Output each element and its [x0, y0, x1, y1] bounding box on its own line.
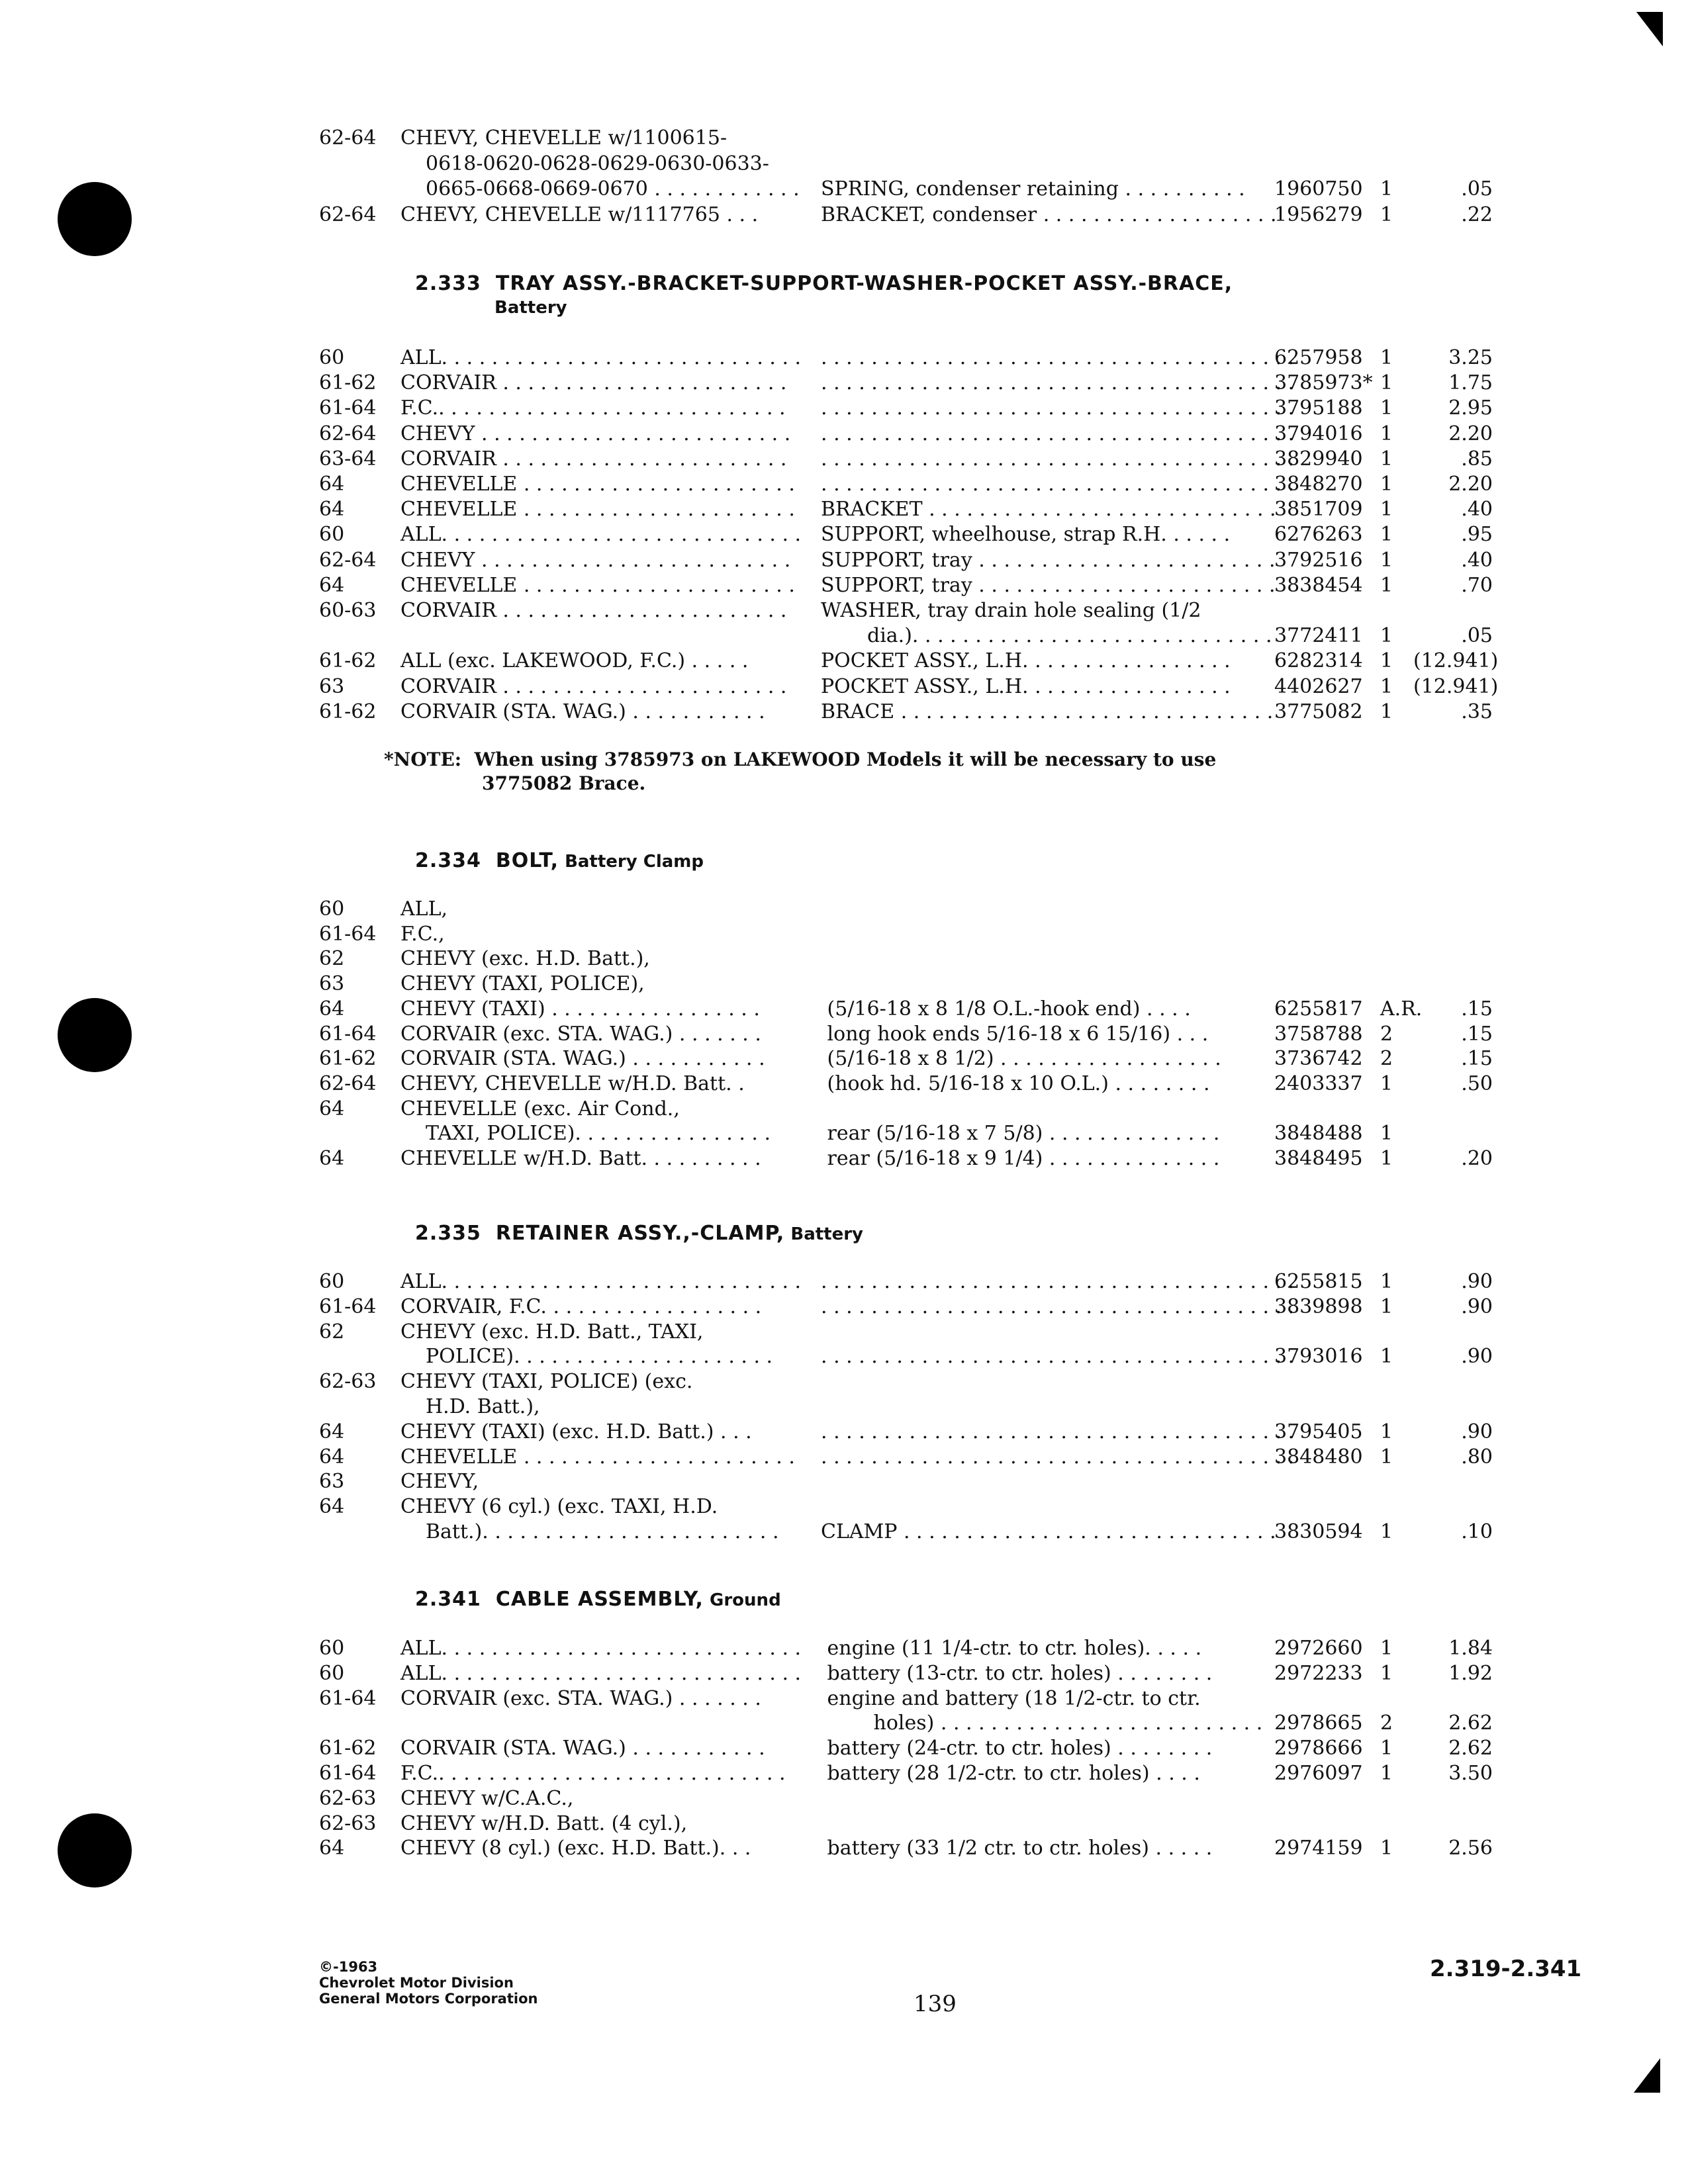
price-cell: .90 [1461, 1420, 1493, 1443]
year-cell: 61-62 [319, 1047, 377, 1071]
section-number: 2.341 [415, 1588, 481, 1611]
part-description-cell: SPRING, condenser retaining . . . . . . . . . . [821, 177, 1245, 201]
price-cell: .15 [1461, 997, 1493, 1021]
part-description-cell: long hook ends 5/16-18 x 6 15/16) . . . [821, 1022, 1209, 1046]
application-cell: CHEVY, CHEVELLE w/1117765 . . . [400, 203, 759, 226]
part-number-cell: 3758788 [1274, 1022, 1363, 1046]
price-cell: 3.25 [1448, 346, 1493, 369]
price-cell: .80 [1461, 1445, 1493, 1469]
application-cell: CHEVY (TAXI) (exc. H.D. Batt.) . . . [400, 1420, 752, 1443]
price-cell: 1.84 [1448, 1637, 1493, 1660]
year-cell: 64 [319, 1147, 345, 1170]
part-description-cell: battery (33 1/2 ctr. to ctr. holes) . . . . . [821, 1837, 1213, 1860]
section-subtitle: Battery [784, 1224, 864, 1244]
application-cell: CHEVY . . . . . . . . . . . . . . . . . . . . . . . . . [400, 422, 791, 445]
part-number-cell: 2972660 [1274, 1637, 1363, 1660]
part-number-cell: 3830594 [1274, 1520, 1363, 1543]
application-cell: ALL. . . . . . . . . . . . . . . . . . . . . . . . . . . . . [400, 523, 802, 547]
part-number-cell: 3795405 [1274, 1420, 1363, 1443]
price-cell: (12.941) [1413, 674, 1499, 698]
application-cell: CORVAIR . . . . . . . . . . . . . . . . . . . . . . . [400, 674, 787, 698]
application-cell: CHEVELLE . . . . . . . . . . . . . . . . . . . . . . [400, 1445, 795, 1469]
part-description-cell: . . . . . . . . . . . . . . . . . . . . . . . . . . . . . . . . . . . . . . [821, 447, 1295, 471]
part-description-cell: battery (24-ctr. to ctr. holes) . . . . . . . . [821, 1737, 1213, 1760]
part-description-cell: SUPPORT, tray . . . . . . . . . . . . . . . . . . . . . . . . [821, 573, 1276, 597]
application-cell: ALL. . . . . . . . . . . . . . . . . . . . . . . . . . . . . [400, 1270, 802, 1293]
application-cell: 0665-0668-0669-0670 . . . . . . . . . . . . [426, 177, 800, 201]
price-cell: .05 [1461, 177, 1493, 201]
year-cell: 64 [319, 1837, 345, 1860]
part-number-cell: 6282314 [1274, 649, 1363, 673]
quantity-cell: 1 [1380, 1637, 1393, 1660]
quantity-cell: 1 [1380, 1295, 1393, 1318]
part-description-cell: POCKET ASSY., L.H. . . . . . . . . . . . . . . . . [821, 674, 1231, 698]
part-description-cell: . . . . . . . . . . . . . . . . . . . . . . . . . . . . . . . . . . . . . . [821, 1420, 1295, 1443]
year-cell: 61-62 [319, 1737, 377, 1760]
corner-mark-icon [1634, 2058, 1660, 2093]
part-description-cell: (5/16-18 x 8 1/8 O.L.-hook end) . . . . [821, 997, 1191, 1021]
year-cell: 62-64 [319, 203, 377, 226]
binder-hole [58, 1813, 132, 1888]
part-number-cell: 2403337 [1274, 1071, 1363, 1095]
quantity-cell: 1 [1380, 1737, 1393, 1760]
part-description-cell: holes) . . . . . . . . . . . . . . . . . . . . . . . . . . [867, 1711, 1263, 1735]
application-cell: CHEVELLE . . . . . . . . . . . . . . . . . . . . . . [400, 498, 795, 522]
section-heading [415, 271, 1233, 296]
section-title: RETAINER ASSY.,-CLAMP, [495, 1222, 785, 1245]
year-cell: 61-62 [319, 700, 377, 723]
note-text: 3775082 Brace. [482, 772, 646, 794]
part-description-cell: POCKET ASSY., L.H. . . . . . . . . . . . . . . . . [821, 649, 1231, 673]
application-cell: CHEVY (6 cyl.) (exc. TAXI, H.D. [400, 1495, 718, 1519]
section-title: BOLT, [495, 849, 559, 872]
year-cell: 63-64 [319, 447, 377, 471]
year-cell: 62 [319, 1320, 345, 1343]
price-cell: .50 [1461, 1071, 1493, 1095]
year-cell: 60 [319, 1637, 345, 1660]
year-cell: 62-64 [319, 1071, 377, 1095]
part-number-cell: 3838454 [1274, 573, 1363, 597]
price-cell: .05 [1461, 624, 1493, 648]
quantity-cell: 2 [1380, 1047, 1393, 1071]
part-description-cell: BRACKET . . . . . . . . . . . . . . . . . . . . . . . . . . . . [821, 498, 1276, 522]
application-cell: Batt.). . . . . . . . . . . . . . . . . . . . . . . . [426, 1520, 779, 1543]
price-cell: .85 [1461, 447, 1493, 471]
year-cell: 62-64 [319, 126, 377, 150]
year-cell: 61-64 [319, 396, 377, 420]
application-cell: ALL, [400, 897, 448, 921]
application-cell: CHEVY (8 cyl.) (exc. H.D. Batt.). . . [400, 1837, 751, 1860]
corner-mark-icon [1636, 12, 1663, 46]
application-cell: CORVAIR . . . . . . . . . . . . . . . . . . . . . . . [400, 599, 787, 622]
year-cell: 64 [319, 1445, 345, 1469]
application-cell: CORVAIR (STA. WAG.) . . . . . . . . . . . [400, 700, 765, 723]
quantity-cell: 1 [1380, 1122, 1393, 1146]
application-cell: CHEVY . . . . . . . . . . . . . . . . . . . . . . . . . [400, 548, 791, 572]
section-range: 2.319-2.341 [1430, 1956, 1582, 1982]
year-cell: 64 [319, 1420, 345, 1443]
section-subtitle: Battery Clamp [559, 852, 704, 872]
section-title: CABLE ASSEMBLY, [495, 1588, 704, 1611]
binder-hole [58, 998, 132, 1072]
year-cell: 60 [319, 1661, 345, 1685]
quantity-cell: 1 [1380, 1147, 1393, 1170]
price-cell: .40 [1461, 498, 1493, 522]
part-number-cell: 2978665 [1274, 1711, 1363, 1735]
price-cell: (12.941) [1413, 649, 1499, 673]
year-cell: 61-64 [319, 1762, 377, 1785]
application-cell: CORVAIR, F.C. . . . . . . . . . . . . . . . . . [400, 1295, 762, 1318]
application-cell: CORVAIR (exc. STA. WAG.) . . . . . . . [400, 1022, 761, 1046]
quantity-cell: 1 [1380, 548, 1393, 572]
price-cell: 2.20 [1448, 422, 1493, 445]
application-cell: CORVAIR . . . . . . . . . . . . . . . . . . . . . . . [400, 371, 787, 395]
part-description-cell: . . . . . . . . . . . . . . . . . . . . . . . . . . . . . . . . . . . . . . [821, 346, 1295, 369]
price-cell: .10 [1461, 1520, 1493, 1543]
part-number-cell: 3772411 [1274, 624, 1363, 648]
year-cell: 60 [319, 523, 345, 547]
application-cell: ALL (exc. LAKEWOOD, F.C.) . . . . . [400, 649, 749, 673]
part-number-cell: 3794016 [1274, 422, 1363, 445]
year-cell: 63 [319, 972, 345, 996]
part-description-cell: . . . . . . . . . . . . . . . . . . . . . . . . . . . . . . . . . . . . . . [821, 1445, 1295, 1469]
quantity-cell: 1 [1380, 498, 1393, 522]
application-cell: TAXI, POLICE). . . . . . . . . . . . . . . . [426, 1122, 771, 1146]
application-cell: F.C.. . . . . . . . . . . . . . . . . . . . . . . . . . . . [400, 1762, 786, 1785]
application-cell: 0618-0620-0628-0629-0630-0633- [426, 152, 769, 175]
application-cell: CHEVY w/H.D. Batt. (4 cyl.), [400, 1811, 688, 1835]
part-description-cell: engine (11 1/4-ctr. to ctr. holes). . . . . [821, 1637, 1202, 1660]
quantity-cell: 1 [1380, 1270, 1393, 1293]
quantity-cell: A.R. [1380, 997, 1423, 1021]
part-description-cell: BRACKET, condenser . . . . . . . . . . . . . . . . . . . [821, 203, 1277, 226]
year-cell: 61-64 [319, 1022, 377, 1046]
price-cell: .35 [1461, 700, 1493, 723]
year-cell: 60-63 [319, 599, 377, 622]
part-description-cell: . . . . . . . . . . . . . . . . . . . . . . . . . . . . . . . . . . . . . . [821, 1345, 1295, 1369]
price-cell: 2.20 [1448, 473, 1493, 496]
part-description-cell: rear (5/16-18 x 7 5/8) . . . . . . . . . . . . . . [821, 1122, 1220, 1146]
part-number-cell: 4402627 [1274, 674, 1363, 698]
application-cell: F.C.. . . . . . . . . . . . . . . . . . . . . . . . . . . . [400, 396, 786, 420]
application-cell: CORVAIR (STA. WAG.) . . . . . . . . . . . [400, 1047, 765, 1071]
quantity-cell: 1 [1380, 422, 1393, 445]
part-number-cell: 3848480 [1274, 1445, 1363, 1469]
quantity-cell: 1 [1380, 624, 1393, 648]
year-cell: 60 [319, 897, 345, 921]
part-number-cell: 2972233 [1274, 1661, 1363, 1685]
year-cell: 64 [319, 1495, 345, 1519]
part-number-cell: 3851709 [1274, 498, 1363, 522]
part-description-cell: (hook hd. 5/16-18 x 10 O.L.) . . . . . . . . [821, 1071, 1210, 1095]
part-number-cell: 2974159 [1274, 1837, 1363, 1860]
price-cell: 3.50 [1448, 1762, 1493, 1785]
quantity-cell: 1 [1380, 371, 1393, 395]
part-number-cell: 3736742 [1274, 1047, 1363, 1071]
application-cell: CHEVY (TAXI) . . . . . . . . . . . . . . . . . [400, 997, 760, 1021]
section-heading [415, 848, 704, 874]
year-cell: 60 [319, 1270, 345, 1293]
part-number-cell: 6257958 [1274, 346, 1363, 369]
year-cell: 64 [319, 473, 345, 496]
application-cell: CHEVELLE . . . . . . . . . . . . . . . . . . . . . . [400, 573, 795, 597]
part-description-cell: rear (5/16-18 x 9 1/4) . . . . . . . . . . . . . . [821, 1147, 1220, 1170]
part-number-cell: 6255817 [1274, 997, 1363, 1021]
quantity-cell: 1 [1380, 177, 1393, 201]
part-description-cell: WASHER, tray drain hole sealing (1/2 [821, 599, 1201, 622]
application-cell: ALL. . . . . . . . . . . . . . . . . . . . . . . . . . . . . [400, 346, 802, 369]
footer-copyright: ©-1963 Chevrolet Motor Division General Motors Corporation [319, 1959, 538, 2007]
quantity-cell: 1 [1380, 1661, 1393, 1685]
application-cell: CHEVELLE w/H.D. Batt. . . . . . . . . . [400, 1147, 761, 1170]
price-cell: 1.75 [1448, 371, 1493, 395]
price-cell: .15 [1461, 1022, 1493, 1046]
price-cell: .40 [1461, 548, 1493, 572]
application-cell: CHEVY (TAXI, POLICE) (exc. [400, 1370, 693, 1394]
quantity-cell: 1 [1380, 203, 1393, 226]
part-number-cell: 6276263 [1274, 523, 1363, 547]
application-cell: CHEVELLE . . . . . . . . . . . . . . . . . . . . . . [400, 473, 795, 496]
part-description-cell: battery (13-ctr. to ctr. holes) . . . . . . . . [821, 1661, 1213, 1685]
quantity-cell: 1 [1380, 396, 1393, 420]
part-number-cell: 3848495 [1274, 1147, 1363, 1170]
application-cell: CHEVY (exc. H.D. Batt.), [400, 947, 650, 971]
quantity-cell: 1 [1380, 649, 1393, 673]
price-cell: .20 [1461, 1147, 1493, 1170]
binder-hole [58, 182, 132, 256]
part-number-cell: 2976097 [1274, 1762, 1363, 1785]
part-description-cell: SUPPORT, wheelhouse, strap R.H. . . . . . [821, 523, 1231, 547]
year-cell: 62 [319, 947, 345, 971]
price-cell: .90 [1461, 1270, 1493, 1293]
application-cell: POLICE). . . . . . . . . . . . . . . . . . . . . [426, 1345, 773, 1369]
price-cell: .22 [1461, 203, 1493, 226]
application-cell: CHEVY, CHEVELLE w/1100615- [400, 126, 727, 150]
price-cell: .90 [1461, 1345, 1493, 1369]
quantity-cell: 2 [1380, 1711, 1393, 1735]
application-cell: CHEVY (TAXI, POLICE), [400, 972, 645, 996]
year-cell: 61-62 [319, 371, 377, 395]
price-cell: 2.62 [1448, 1737, 1493, 1760]
section-number: 2.334 [415, 849, 481, 872]
part-number-cell: 3848270 [1274, 473, 1363, 496]
part-number-cell: 3793016 [1274, 1345, 1363, 1369]
price-cell: 2.62 [1448, 1711, 1493, 1735]
price-cell: .70 [1461, 573, 1493, 597]
application-cell: CORVAIR (exc. STA. WAG.) . . . . . . . [400, 1686, 761, 1710]
quantity-cell: 1 [1380, 674, 1393, 698]
quantity-cell: 1 [1380, 1762, 1393, 1785]
part-description-cell: . . . . . . . . . . . . . . . . . . . . . . . . . . . . . . . . . . . . . . [821, 1295, 1295, 1318]
section-heading [415, 1221, 863, 1247]
part-number-cell: 2978666 [1274, 1737, 1363, 1760]
quantity-cell: 1 [1380, 1445, 1393, 1469]
quantity-cell: 1 [1380, 573, 1393, 597]
application-cell: CORVAIR (STA. WAG.) . . . . . . . . . . . [400, 1737, 765, 1760]
part-description-cell: . . . . . . . . . . . . . . . . . . . . . . . . . . . . . . . . . . . . . . [821, 473, 1295, 496]
part-description-cell: battery (28 1/2-ctr. to ctr. holes) . . . . [821, 1762, 1200, 1785]
year-cell: 61-62 [319, 649, 377, 673]
quantity-cell: 2 [1380, 1022, 1393, 1046]
year-cell: 60 [319, 346, 345, 369]
part-number-cell: 3792516 [1274, 548, 1363, 572]
part-number-cell: 3829940 [1274, 447, 1363, 471]
price-cell: 2.56 [1448, 1837, 1493, 1860]
application-cell: CHEVY (exc. H.D. Batt., TAXI, [400, 1320, 704, 1343]
year-cell: 64 [319, 1097, 345, 1120]
part-number-cell: 3785973* [1274, 371, 1373, 395]
part-number-cell: 3848488 [1274, 1122, 1363, 1146]
quantity-cell: 1 [1380, 700, 1393, 723]
part-description-cell: BRACE . . . . . . . . . . . . . . . . . . . . . . . . . . . . . . [821, 700, 1274, 723]
year-cell: 62-64 [319, 548, 377, 572]
part-number-cell: 6255815 [1274, 1270, 1363, 1293]
quantity-cell: 1 [1380, 1345, 1393, 1369]
year-cell: 62-64 [319, 422, 377, 445]
price-cell: 2.95 [1448, 396, 1493, 420]
part-description-cell: dia.). . . . . . . . . . . . . . . . . . . . . . . . . . . . . [867, 624, 1272, 648]
year-cell: 64 [319, 573, 345, 597]
year-cell: 63 [319, 1470, 345, 1494]
quantity-cell: 1 [1380, 473, 1393, 496]
application-cell: CORVAIR . . . . . . . . . . . . . . . . . . . . . . . [400, 447, 787, 471]
price-cell: 1.92 [1448, 1661, 1493, 1685]
quantity-cell: 1 [1380, 346, 1393, 369]
year-cell: 64 [319, 498, 345, 522]
part-description-cell: . . . . . . . . . . . . . . . . . . . . . . . . . . . . . . . . . . . . . . [821, 1270, 1295, 1293]
year-cell: 61-64 [319, 1686, 377, 1710]
section-title: TRAY ASSY.-BRACKET-SUPPORT-WASHER-POCKET ASSY.-BRACE, [495, 272, 1233, 295]
section-heading [415, 1587, 781, 1613]
part-description-cell: SUPPORT, tray . . . . . . . . . . . . . . . . . . . . . . . . [821, 548, 1276, 572]
section-subtitle: Ground [703, 1590, 781, 1610]
part-description-cell: engine and battery (18 1/2-ctr. to ctr. [821, 1686, 1201, 1710]
year-cell: 62-63 [319, 1370, 377, 1394]
section-number: 2.335 [415, 1222, 481, 1245]
application-cell: ALL. . . . . . . . . . . . . . . . . . . . . . . . . . . . . [400, 1637, 802, 1660]
part-number-cell: 3839898 [1274, 1295, 1363, 1318]
year-cell: 62-63 [319, 1786, 377, 1810]
part-number-cell: 3775082 [1274, 700, 1363, 723]
year-cell: 64 [319, 997, 345, 1021]
part-number-cell: 1960750 [1274, 177, 1363, 201]
application-cell: CHEVY w/C.A.C., [400, 1786, 574, 1810]
quantity-cell: 1 [1380, 523, 1393, 547]
part-number-cell: 1956279 [1274, 203, 1363, 226]
quantity-cell: 1 [1380, 1520, 1393, 1543]
price-cell: .95 [1461, 523, 1493, 547]
section-number: 2.333 [415, 272, 481, 295]
note-text: *NOTE: When using 3785973 on LAKEWOOD Models it will be necessary to use [384, 749, 1217, 770]
quantity-cell: 1 [1380, 1420, 1393, 1443]
application-cell: CHEVY, CHEVELLE w/H.D. Batt. . [400, 1071, 745, 1095]
year-cell: 61-64 [319, 922, 377, 946]
part-description-cell: . . . . . . . . . . . . . . . . . . . . . . . . . . . . . . . . . . . . . . [821, 422, 1295, 445]
application-cell: H.D. Batt.), [426, 1395, 540, 1418]
year-cell: 62-63 [319, 1811, 377, 1835]
section-subtitle: Battery [494, 298, 567, 318]
year-cell: 63 [319, 674, 345, 698]
price-cell: .15 [1461, 1047, 1493, 1071]
application-cell: F.C., [400, 922, 445, 946]
part-number-cell: 3795188 [1274, 396, 1363, 420]
part-description-cell: . . . . . . . . . . . . . . . . . . . . . . . . . . . . . . . . . . . . . . [821, 396, 1295, 420]
part-description-cell: (5/16-18 x 8 1/2) . . . . . . . . . . . . . . . . . . [821, 1047, 1221, 1071]
page-number: 139 [914, 1991, 957, 2017]
part-description-cell: . . . . . . . . . . . . . . . . . . . . . . . . . . . . . . . . . . . . . . [821, 371, 1295, 395]
quantity-cell: 1 [1380, 1071, 1393, 1095]
price-cell: .90 [1461, 1295, 1493, 1318]
application-cell: CHEVY, [400, 1470, 479, 1494]
quantity-cell: 1 [1380, 1837, 1393, 1860]
year-cell: 61-64 [319, 1295, 377, 1318]
application-cell: CHEVELLE (exc. Air Cond., [400, 1097, 680, 1120]
application-cell: ALL. . . . . . . . . . . . . . . . . . . . . . . . . . . . . [400, 1661, 802, 1685]
part-description-cell: CLAMP . . . . . . . . . . . . . . . . . . . . . . . . . . . . . . [821, 1520, 1276, 1543]
quantity-cell: 1 [1380, 447, 1393, 471]
